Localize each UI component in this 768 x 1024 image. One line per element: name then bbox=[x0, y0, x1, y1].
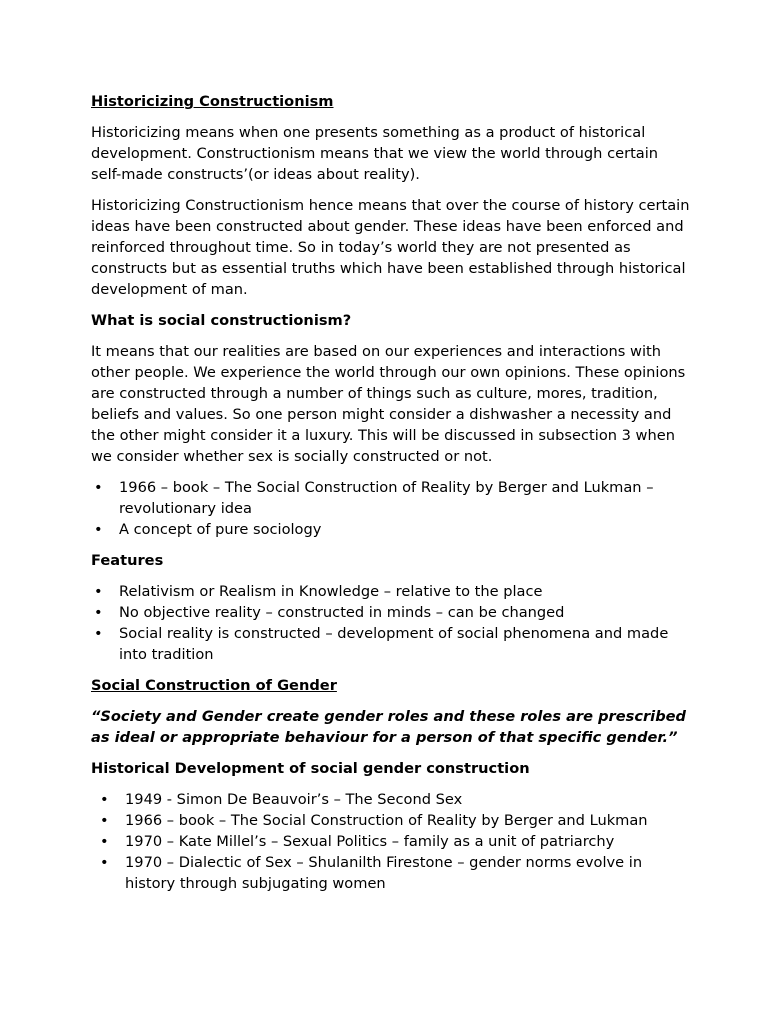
bullet-icon: • bbox=[94, 521, 103, 538]
document-body bbox=[91, 91, 691, 904]
list-item bbox=[91, 581, 691, 602]
heading-features: Features bbox=[91, 552, 164, 569]
bullet-icon: • bbox=[100, 833, 109, 850]
bullet-list-historical-development bbox=[91, 789, 691, 894]
list-item-text: No objective reality – constructed in minds – can be changed bbox=[119, 604, 565, 621]
bullet-list-features bbox=[91, 581, 691, 665]
list-item-text: Relativism or Realism in Knowledge – relative to the place bbox=[119, 583, 543, 600]
bullet-list-social-constructionism bbox=[91, 477, 691, 540]
bullet-icon: • bbox=[94, 625, 103, 642]
paragraph-historicizing-definition: Historicizing means when one presents something as a product of historical development. Constructionism means that we view the world through certain self-made constructs’(or ideas about reality). bbox=[91, 124, 659, 183]
list-item bbox=[91, 810, 691, 831]
list-item-text: 1966 – book – The Social Construction of Reality by Berger and Lukman – revolutionary idea bbox=[119, 479, 654, 517]
bullet-icon: • bbox=[94, 583, 103, 600]
quote-gender-roles: “Society and Gender create gender roles and these roles are prescribed as ideal or appropriate behaviour for a person of that specific gender.” bbox=[91, 708, 686, 746]
list-item bbox=[91, 602, 691, 623]
list-item bbox=[91, 519, 691, 540]
list-item-text: Social reality is constructed – development of social phenomena and made into tradition bbox=[119, 625, 669, 663]
bullet-icon: • bbox=[100, 854, 109, 871]
list-item bbox=[91, 623, 691, 665]
bullet-icon: • bbox=[100, 791, 109, 808]
bullet-icon: • bbox=[94, 479, 103, 496]
heading-social-construction-of-gender: Social Construction of Gender bbox=[91, 677, 337, 694]
paragraph-historicizing-constructionism: Historicizing Constructionism hence means that over the course of history certain ideas have been constructed about gender. These ideas have been enforced and reinforced throughout time. So in today’s world they are not presented as constructs but as essential truths which have been established through historical development of man. bbox=[91, 197, 690, 298]
bullet-icon: • bbox=[94, 604, 103, 621]
heading-social-constructionism: What is social constructionism? bbox=[91, 312, 352, 329]
list-item bbox=[91, 852, 691, 894]
list-item-text: 1970 – Dialectic of Sex – Shulanilth Firestone – gender norms evolve in history through subjugating women bbox=[125, 854, 643, 892]
list-item-text: 1966 – book – The Social Construction of Reality by Berger and Lukman bbox=[125, 812, 648, 829]
list-item bbox=[91, 477, 691, 519]
list-item-text: A concept of pure sociology bbox=[119, 521, 322, 538]
list-item bbox=[91, 789, 691, 810]
list-item bbox=[91, 831, 691, 852]
list-item-text: 1970 – Kate Millel’s – Sexual Politics – family as a unit of patriarchy bbox=[125, 833, 615, 850]
paragraph-social-constructionism: It means that our realities are based on our experiences and interactions with other people. We experience the world through our own opinions. These opinions are constructed through a number of things such as culture, mores, tradition, beliefs and values. So one person might consider a dishwasher a necessity and the other might consider it a luxury. This will be discussed in subsection 3 when we consider whether sex is socially constructed or not. bbox=[91, 343, 686, 465]
bullet-icon: • bbox=[100, 812, 109, 829]
heading-historical-development: Historical Development of social gender construction bbox=[91, 760, 530, 777]
list-item-text: 1949 - Simon De Beauvoir’s – The Second Sex bbox=[125, 791, 463, 808]
heading-historicizing-constructionism: Historicizing Constructionism bbox=[91, 93, 334, 110]
